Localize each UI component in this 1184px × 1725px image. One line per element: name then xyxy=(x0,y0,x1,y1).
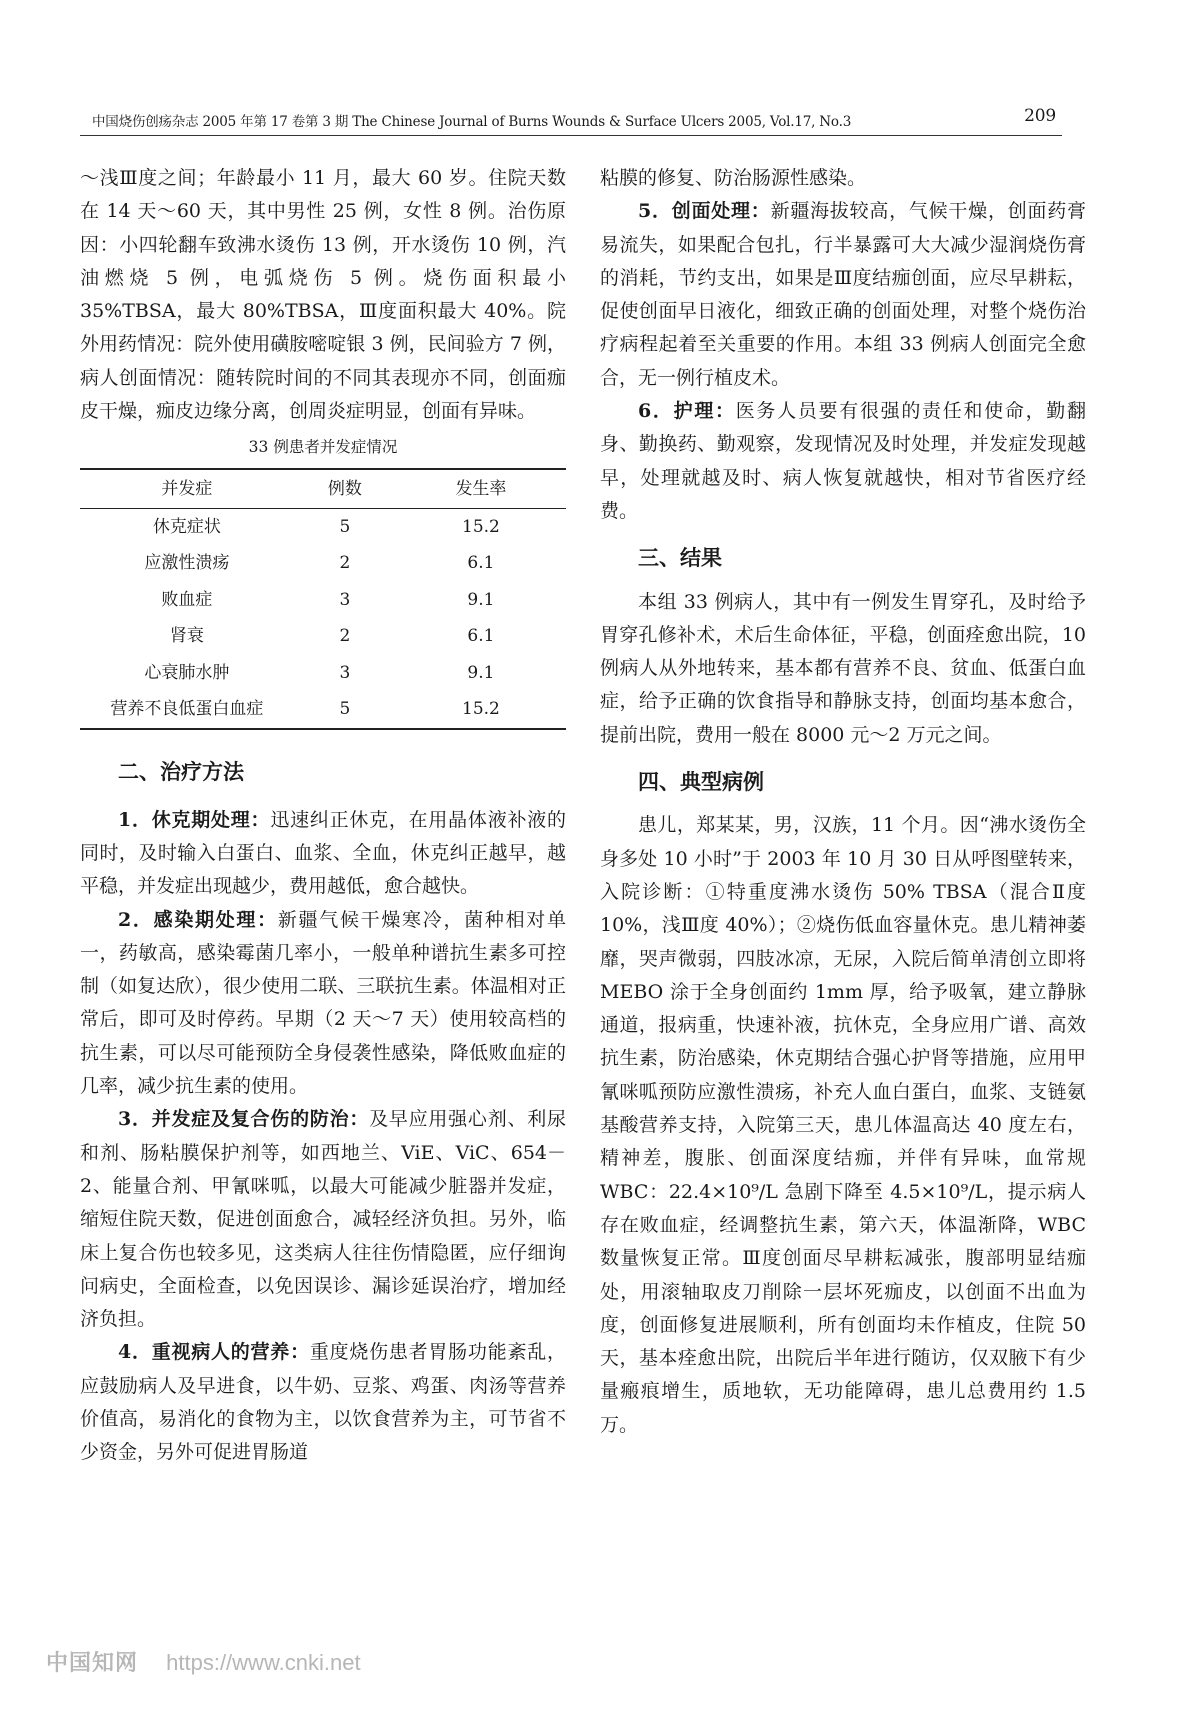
cnki-watermark xyxy=(46,1646,361,1677)
table-row xyxy=(80,509,566,546)
table-row xyxy=(80,546,566,583)
table-cell: 15.2 xyxy=(462,516,500,537)
table-cell: 2 xyxy=(339,553,351,574)
item-title: 2．感染期处理： xyxy=(118,908,278,931)
table-cell: 5 xyxy=(294,692,396,730)
continuation-text: 粘膜的修复、防治肠源性感染。 xyxy=(600,167,867,189)
item-text: 新疆气候干燥寒冷，菌种相对单一，药敏高，感染霉菌几率小，一般单种谱抗生素多可控制（如复达欣），很少使用二联、三联抗生素。体温相对正常后，即可及时停药。早期（2 天～7 天）使用较高档的抗生素，可以尽可能预防全身侵袭性感染，降低败血症的几率，减少抗生素的使用。 xyxy=(80,908,566,1098)
item-title: 5．创面处理： xyxy=(638,200,771,223)
table-row xyxy=(80,655,566,692)
table-cell: 3 xyxy=(339,589,351,610)
table-cell: 心衰肺水肿 xyxy=(144,662,230,683)
item-text: 迅速纠正休克，在用晶体液补液的同时，及时输入白蛋白、血浆、全血，休克纠正越早，越平稳，并发症出现越少，费用越低，愈合越快。 xyxy=(80,808,566,898)
table-cell: 肾衰 xyxy=(169,626,204,647)
running-header xyxy=(92,106,1062,130)
table-cell: 2 xyxy=(339,626,351,647)
item-text: 及早应用强心剂、利尿和剂、肠粘膜保护剂等，如西地兰、ViE、ViC、654－2、能量合剂、甲氰咪呱，以最大可能减少脏器并发症，缩短住院天数，促进创面愈合，减轻经济负担。另外，临床上复合伤也较多见，这类病人往往伤情隐匿，应仔细询问病史，全面检查，以免因误诊、漏诊延误治疗，增加经济负担。 xyxy=(80,1108,566,1331)
treatment-item xyxy=(80,804,566,904)
column-header: 发生率 xyxy=(396,469,566,509)
section-heading: 二、治疗方法 xyxy=(118,760,244,785)
results-paragraph: 本组 33 例病人，其中有一例发生胃穿孔，及时给予胃穿孔修补术，术后生命体征，平稳，创面痊愈出院，10 例病人从外地转来，基本都有营养不良、贫血、低蛋白血症，给予正确的饮食指导和静脉支持，创面均基本愈合，提前出院，费用一般在 8000 元～2 万元之间。 xyxy=(600,590,1086,746)
item-text: 医务人员要有很强的责任和使命，勤翻身、勤换药、勤观察，发现情况及时处理，并发症发现越早，处理就越及时、病人恢复就越快，相对节省医疗经费。 xyxy=(600,400,1086,522)
cnki-url: https://www.cnki.net xyxy=(166,1650,361,1675)
table-cell: 15.2 xyxy=(396,692,566,730)
case-paragraph: 患儿，郑某某，男，汉族，11 个月。因“沸水烫伤全身多处 10 小时”于 2003 年 10 月 30 日从呼图壁转来，入院诊断：①特重度沸水烫伤 50% TBSA（混合Ⅱ度 10%，浅Ⅲ度 40%）；②烧伤低血容量休克。患儿精神萎靡，哭声微弱，四肢冰凉，无尿，入院后简单清创立即将 MEBO 涂于全身创面约 1mm 厚，给予吸氧，建立静脉通道，报病重，快速补液，抗休克，全身应用广谱、高效抗生素，防治感染，休克期结合强心护肾等措施，应用甲氰咪呱预防应激性溃疡，补充人血白蛋白，血浆、支链氨基酸营养支持，入院第三天，患儿体温高达 40 度左右，精神差，腹胀、创面深度结痂，并伴有异味，血常规 WBC：22.4×10⁹/L 急剧下降至 4.5×10⁹/L，提示病人存在败血症，经调整抗生素，第六天，体温渐降，WBC 数量恢复正常。Ⅲ度创面尽早耕耘减张，腹部明显结痂处，用滚轴取皮刀削除一层坏死痂皮，以创面不出血为度，创面修复进展顺利，所有创面均未作植皮，住院 50 天，基本痊愈出院，出院后半年进行随访，仅双腋下有少量瘢痕增生，质地软，无功能障碍，患儿总费用约 1.5 万。 xyxy=(600,814,1086,1436)
table-cell: 9.1 xyxy=(467,589,495,610)
table-title: 33 例患者并发症情况 xyxy=(248,438,398,457)
treatment-item xyxy=(600,195,1086,395)
table-cell: 营养不良低蛋白血症 xyxy=(80,692,294,730)
column-header: 并发症 xyxy=(80,469,294,509)
complications-table xyxy=(80,468,566,730)
table-cell: 6.1 xyxy=(467,553,495,574)
table-row xyxy=(80,582,566,619)
item-title: 1．休克期处理： xyxy=(118,808,271,831)
table-cell: 应激性溃疡 xyxy=(144,553,230,574)
table-header-row xyxy=(80,469,566,509)
journal-citation: 中国烧伤创疡杂志 2005 年第 17 卷第 3 期 The Chinese Journal of Burns Wounds & Surface Ulcers 2005, Vol.17, No.3 xyxy=(92,114,852,130)
table-cell: 5 xyxy=(339,516,351,537)
cnki-logo: 中国知网 xyxy=(46,1650,139,1675)
section-heading: 三、结果 xyxy=(638,546,722,571)
item-title: 4．重视病人的营养： xyxy=(118,1341,310,1364)
table-cell: 9.1 xyxy=(467,662,495,683)
treatment-item xyxy=(80,1103,566,1336)
item-title: 6．护理： xyxy=(638,400,736,423)
treatment-item xyxy=(80,1336,566,1469)
intro-paragraph: ～浅Ⅲ度之间；年龄最小 11 月，最大 60 岁。住院天数在 14 天～60 天，其中男性 25 例，女性 8 例。治伤原因：小四轮翻车致沸水烫伤 13 例，开水烫伤 10 例，汽油燃烧 5 例，电弧烧伤 5 例。烧伤面积最小 35%TBSA，最大 80%TBSA，Ⅲ度面积最大 40%。院外用药情况：院外使用磺胺嘧啶银 3 例，民间验方 7 例，病人创面情况：随转院时间的不同其表现亦不同，创面痂皮干燥，痂皮边缘分离，创周炎症明显，创面有异味。 xyxy=(80,167,566,423)
page-number: 209 xyxy=(1024,106,1056,126)
table-cell: 6.1 xyxy=(467,626,495,647)
right-column xyxy=(600,162,1086,1442)
item-text: 新疆海拔较高，气候干燥，创面药膏易流失，如果配合包扎，行半暴露可大大减少湿润烧伤膏的消耗，节约支出，如果是Ⅲ度结痂创面，应尽早耕耘，促使创面早日液化，细致正确的创面处理，对整个烧伤治疗病程起着至关重要的作用。本组 33 例病人创面完全愈合，无一例行植皮术。 xyxy=(600,200,1086,389)
table-cell: 败血症 xyxy=(161,589,213,610)
table-row xyxy=(80,619,566,656)
section-heading: 四、典型病例 xyxy=(638,770,764,795)
table-cell: 休克症状 xyxy=(152,516,221,537)
left-column xyxy=(80,162,566,1470)
table-cell: 3 xyxy=(339,662,351,683)
table-row xyxy=(80,692,566,730)
header-rule xyxy=(80,135,1062,136)
treatment-item xyxy=(80,904,566,1104)
item-title: 3．并发症及复合伤的防治： xyxy=(118,1108,370,1131)
treatment-item xyxy=(600,395,1086,528)
item-text: 重度烧伤患者胃肠功能紊乱，应鼓励病人及早进食，以牛奶、豆浆、鸡蛋、肉汤等营养价值高，易消化的食物为主，以饮食营养为主，可节省不少资金，另外可促进胃肠道 xyxy=(80,1341,566,1464)
column-header: 例数 xyxy=(294,469,396,509)
